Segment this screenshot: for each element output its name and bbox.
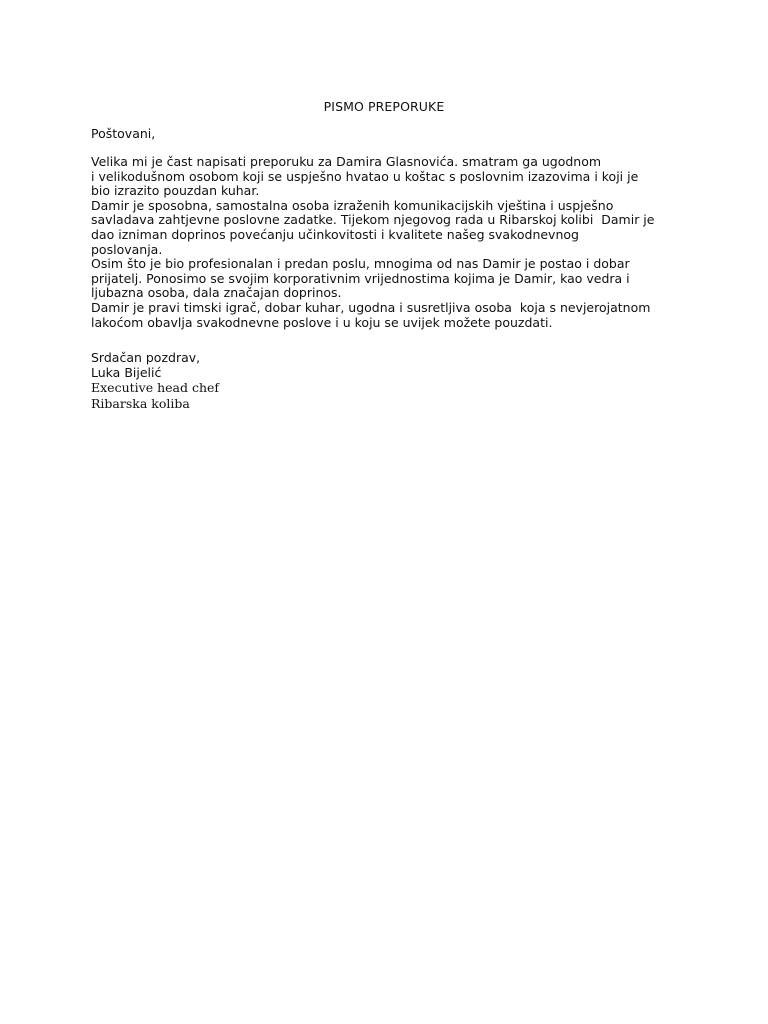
body-line: prijatelj. Ponosimo se svojim korporativnim vrijednostima kojima je Damir, kao vedra i [91, 270, 630, 286]
body-line: lakoćom obavlja svakodnevne poslove i u koju se uvijek možete pouzdati. [91, 314, 553, 330]
body-line: dao izniman doprinos povećanju učinkovitosti i kvalitete našeg svakodnevnog [91, 226, 579, 242]
body-line: savladava zahtjevne poslovne zadatke. Tijekom njegovog rada u Ribarskoj kolibi Damir je [91, 212, 655, 228]
body-line: bio izrazito pouzdan kuhar. [91, 183, 260, 199]
body-line: i velikodušnom osobom koji se uspješno hvatao u koštac s poslovnim izazovima i koji je [91, 168, 639, 184]
body-line: Damir je sposobna, samostalna osoba izraženih komunikacijskih vještina i uspješno [91, 197, 614, 213]
letter-greeting: Poštovani, [91, 126, 156, 141]
body-line: poslovanja. [91, 241, 163, 257]
body-line: Velika mi je čast napisati preporuku za Damira Glasnovića. smatram ga ugodnom [91, 154, 602, 169]
letter-body [91, 155, 691, 330]
letter-closing [91, 350, 491, 411]
body-line: Osim što je bio profesionalan i predan poslu, mnogima od nas Damir je postao i dobar [91, 256, 630, 272]
body-line: ljubazna osoba, dala značajan doprinos. [91, 285, 342, 301]
signer-company: Ribarska koliba [91, 395, 190, 411]
body-line: Damir je pravi timski igrač, dobar kuhar, ugodna i susretljiva osoba koja s nevjerojatnom [91, 299, 651, 315]
signer-name: Luka Bijelić [91, 365, 162, 381]
closing-salutation: Srdačan pozdrav, [91, 350, 201, 365]
letter-title: PISMO PREPORUKE [323, 99, 445, 114]
signer-position: Executive head chef [91, 380, 220, 396]
